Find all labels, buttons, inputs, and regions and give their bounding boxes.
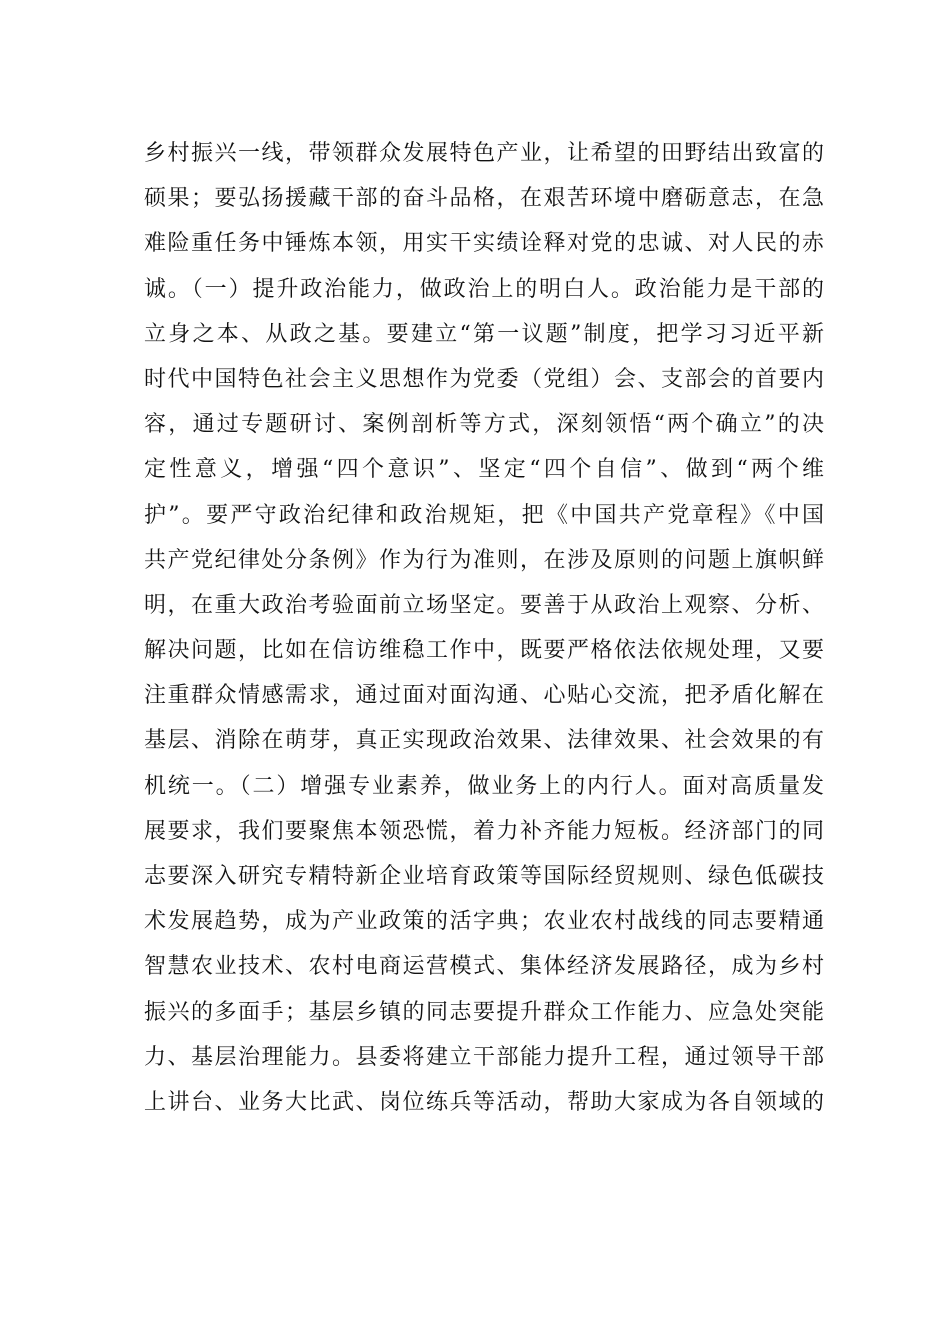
- text-line: 定性意义，增强“四个意识”、坚定“四个自信”、做到“两个维: [144, 457, 824, 483]
- text-line: 志要深入研究专精特新企业培育政策等国际经贸规则、绿色低碳技: [144, 864, 824, 889]
- text-line: 智慧农业技术、农村电商运营模式、集体经济发展路径，成为乡村: [144, 954, 824, 980]
- text-line: 力、基层治理能力。县委将建立干部能力提升工程，通过领导干部: [144, 1044, 824, 1070]
- text-line: 乡村振兴一线，带领群众发展特色产业，让希望的田野结出致富的: [144, 141, 824, 166]
- text-line: 机统一。（二）增强专业素养，做业务上的内行人。面对高质量发: [144, 773, 824, 799]
- text-line: 术发展趋势，成为产业政策的活字典；农业农村战线的同志要精通: [144, 909, 824, 935]
- text-line: 诚。（一）提升政治能力，做政治上的明白人。政治能力是干部的: [144, 276, 824, 302]
- text-line: 基层、消除在萌芽，真正实现政治效果、法律效果、社会效果的有: [144, 728, 824, 754]
- text-line: 硕果；要弘扬援藏干部的奋斗品格，在艰苦环境中磨砺意志，在急: [144, 186, 824, 212]
- text-line: 护”。要严守政治纪律和政治规矩，把《中国共产党章程》《中国: [144, 502, 824, 528]
- text-line: 容，通过专题研讨、案例剖析等方式，深刻领悟“两个确立”的决: [144, 412, 824, 438]
- text-line: 注重群众情感需求，通过面对面沟通、心贴心交流，把矛盾化解在: [144, 683, 824, 709]
- text-line: 上讲台、业务大比武、岗位练兵等活动，帮助大家成为各自领域的: [144, 1089, 824, 1115]
- text-line: 解决问题，比如在信访维稳工作中，既要严格依法依规处理，又要: [144, 638, 824, 664]
- text-line: 振兴的多面手；基层乡镇的同志要提升群众工作能力、应急处突能: [144, 999, 824, 1025]
- text-line: 难险重任务中锤炼本领，用实干实绩诠释对党的忠诚、对人民的赤: [144, 231, 824, 257]
- text-line: 展要求，我们要聚焦本领恐慌，着力补齐能力短板。经济部门的同: [144, 818, 824, 844]
- text-line: 共产党纪律处分条例》作为行为准则，在涉及原则的问题上旗帜鲜: [144, 547, 824, 573]
- text-line: 立身之本、从政之基。要建立“第一议题”制度，把学习习近平新: [144, 321, 824, 347]
- body-text: [144, 131, 824, 1125]
- text-line: 时代中国特色社会主义思想作为党委（党组）会、支部会的首要内: [144, 366, 824, 392]
- text-line: 明，在重大政治考验面前立场坚定。要善于从政治上观察、分析、: [144, 592, 824, 618]
